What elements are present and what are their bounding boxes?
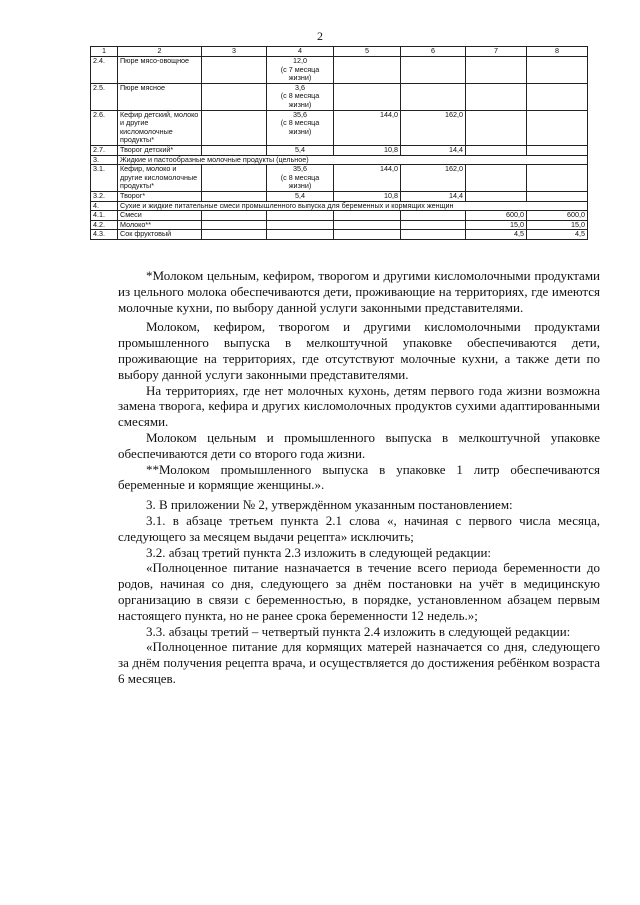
table-cell-c8	[527, 110, 588, 145]
section-number: 4.	[91, 201, 118, 211]
table-cell-c7	[466, 57, 527, 84]
table-cell-c7	[466, 145, 527, 155]
table-cell-c4: 5,4	[267, 145, 334, 155]
table-cell-c8	[527, 191, 588, 201]
paragraph: *Молоком цельным, кефиром, творогом и другими кисломолочными продуктами из цельного молока обеспечиваются дети, проживающие на территориях, где имеются молочные кухни, по выбору данной услуги законными представителями.	[118, 268, 600, 315]
table-cell-c8: 4,5	[527, 230, 588, 240]
table-cell-name: Творог*	[118, 191, 202, 201]
table-row	[91, 230, 588, 240]
table-row	[91, 191, 588, 201]
table-cell-c8	[527, 83, 588, 110]
table-cell-no: 2.7.	[91, 145, 118, 155]
table-cell-c8: 15,0	[527, 220, 588, 230]
table-cell-c3	[202, 110, 267, 145]
section-number: 3.	[91, 155, 118, 165]
page-number: 2	[317, 29, 323, 43]
table-cell-no: 2.4.	[91, 57, 118, 84]
table-cell-c7	[466, 110, 527, 145]
section-title: Жидкие и пастообразные молочные продукты (цельное)	[118, 155, 588, 165]
column-header: 1	[91, 47, 118, 57]
table-cell-c5	[334, 83, 401, 110]
table-cell-c6	[401, 230, 466, 240]
table-cell-name: Молоко**	[118, 220, 202, 230]
table-cell-c5	[334, 220, 401, 230]
table-section-row	[91, 201, 588, 211]
paragraph: 3.3. абзацы третий – четвертый пункта 2.4 изложить в следующей редакции:	[146, 623, 571, 639]
paragraph: «Полноценное питание для кормящих матерей назначается со дня, следующего за днём получения рецепта врача, и осуществляется до достижения ребёнком возраста 6 месяцев.	[118, 639, 600, 686]
table-row	[91, 110, 588, 145]
table-cell-name: Сок фруктовый	[118, 230, 202, 240]
table-cell-c8: 600,0	[527, 211, 588, 221]
table-cell-c4	[267, 220, 334, 230]
table-cell-c4: 35,6 (с 8 месяца жизни)	[267, 165, 334, 192]
table-cell-no: 3.1.	[91, 165, 118, 192]
table-cell-c5	[334, 211, 401, 221]
table-cell-c5: 10,8	[334, 191, 401, 201]
table-cell-c6	[401, 83, 466, 110]
column-header: 4	[267, 47, 334, 57]
column-header: 7	[466, 47, 527, 57]
table-cell-c4	[267, 211, 334, 221]
table-cell-no: 2.6.	[91, 110, 118, 145]
table-section-row	[91, 155, 588, 165]
table-cell-c6: 14,4	[401, 191, 466, 201]
section-title: Сухие и жидкие питательные смеси промышленного выпуска для беременных и кормящих женщин	[118, 201, 588, 211]
table-cell-c7	[466, 83, 527, 110]
paragraph: 3. В приложении № 2, утверждённом указанным постановлением:	[146, 497, 513, 513]
nutrition-table	[90, 46, 588, 240]
table-cell-no: 3.2.	[91, 191, 118, 201]
table-cell-c8	[527, 165, 588, 192]
column-header: 6	[401, 47, 466, 57]
table-cell-c6	[401, 57, 466, 84]
table-cell-c7	[466, 165, 527, 192]
table-cell-c6: 162,0	[401, 165, 466, 192]
table-cell-no: 2.5.	[91, 83, 118, 110]
table-cell-c8	[527, 145, 588, 155]
table-cell-name: Кефир детский, молоко и другие кисломолочные продукты*	[118, 110, 202, 145]
table-cell-c7: 600,0	[466, 211, 527, 221]
paragraph: 3.2. абзац третий пункта 2.3 изложить в следующей редакции:	[146, 544, 492, 560]
table-cell-c6: 14,4	[401, 145, 466, 155]
table-cell-c3	[202, 220, 267, 230]
table-cell-c3	[202, 145, 267, 155]
table-row	[91, 145, 588, 155]
column-header: 3	[202, 47, 267, 57]
table-cell-c4	[267, 230, 334, 240]
table-cell-c5: 10,8	[334, 145, 401, 155]
paragraph: Молоком цельным и промышленного выпуска в мелкоштучной упаковке обеспечиваются дети со второго года жизни.	[118, 429, 600, 461]
paragraph: **Молоком промышленного выпуска в упаковке 1 литр обеспечиваются беременные и кормящие женщины.».	[118, 461, 600, 493]
table-cell-c6: 162,0	[401, 110, 466, 145]
table-cell-c3	[202, 230, 267, 240]
table-cell-name: Смеси	[118, 211, 202, 221]
document-body	[118, 268, 600, 687]
table-cell-c3	[202, 57, 267, 84]
table-row	[91, 57, 588, 84]
table-cell-c8	[527, 57, 588, 84]
table-header-row	[91, 47, 588, 57]
table-row	[91, 165, 588, 192]
table-cell-c3	[202, 165, 267, 192]
table-cell-no: 4.2.	[91, 220, 118, 230]
table-row	[91, 83, 588, 110]
table-cell-c3	[202, 191, 267, 201]
table-cell-c3	[202, 83, 267, 110]
table-cell-name: Пюре мясо-овощное	[118, 57, 202, 84]
table-cell-c5	[334, 230, 401, 240]
table-cell-no: 4.3.	[91, 230, 118, 240]
table-cell-c7: 15,0	[466, 220, 527, 230]
table-cell-c5	[334, 57, 401, 84]
table-cell-c6	[401, 211, 466, 221]
table-cell-c4: 3,6 (с 8 месяца жизни)	[267, 83, 334, 110]
table-row	[91, 211, 588, 221]
table-cell-name: Пюре мясное	[118, 83, 202, 110]
table-cell-no: 4.1.	[91, 211, 118, 221]
table-cell-c4: 12,0 (с 7 месяца жизни)	[267, 57, 334, 84]
table-cell-c7: 4,5	[466, 230, 527, 240]
table-cell-c3	[202, 211, 267, 221]
column-header: 2	[118, 47, 202, 57]
table-cell-c4: 5,4	[267, 191, 334, 201]
column-header: 5	[334, 47, 401, 57]
column-header: 8	[527, 47, 588, 57]
paragraph: На территориях, где нет молочных кухонь, детям первого года жизни возможна замена творога, кефира и других кисломолочных продуктов сухими адаптированными смесями.	[118, 382, 600, 430]
paragraph: «Полноценное питание назначается в течение всего периода беременности до родов, начиная со дня, следующего за днём постановки на учёт в медицинскую организацию в связи с беременностью, в порядке, установленном абзацем первым настоящего пункта, но не ранее срока беременности 12 недель.»;	[118, 560, 600, 623]
paragraph: 3.1. в абзаце третьем пункта 2.1 слова «, начиная с первого числа месяца, следующего за месяцем выдачи рецепта» исключить;	[118, 512, 600, 544]
table-cell-c6	[401, 220, 466, 230]
table-cell-c7	[466, 191, 527, 201]
table-row	[91, 220, 588, 230]
table-cell-name: Кефир, молоко и другие кисломолочные продукты*	[118, 165, 202, 192]
table-cell-c5: 144,0	[334, 165, 401, 192]
table-cell-c5: 144,0	[334, 110, 401, 145]
table-cell-c4: 35,6 (с 8 месяца жизни)	[267, 110, 334, 145]
table-cell-name: Творог детский*	[118, 145, 202, 155]
paragraph: Молоком, кефиром, творогом и другими кисломолочными продуктами промышленного выпуска в мелкоштучной упаковке обеспечиваются дети, проживающие на территориях, где отсутствуют молочные кухни, а также дети по выбору данной услуги законными представителями.	[118, 319, 600, 382]
